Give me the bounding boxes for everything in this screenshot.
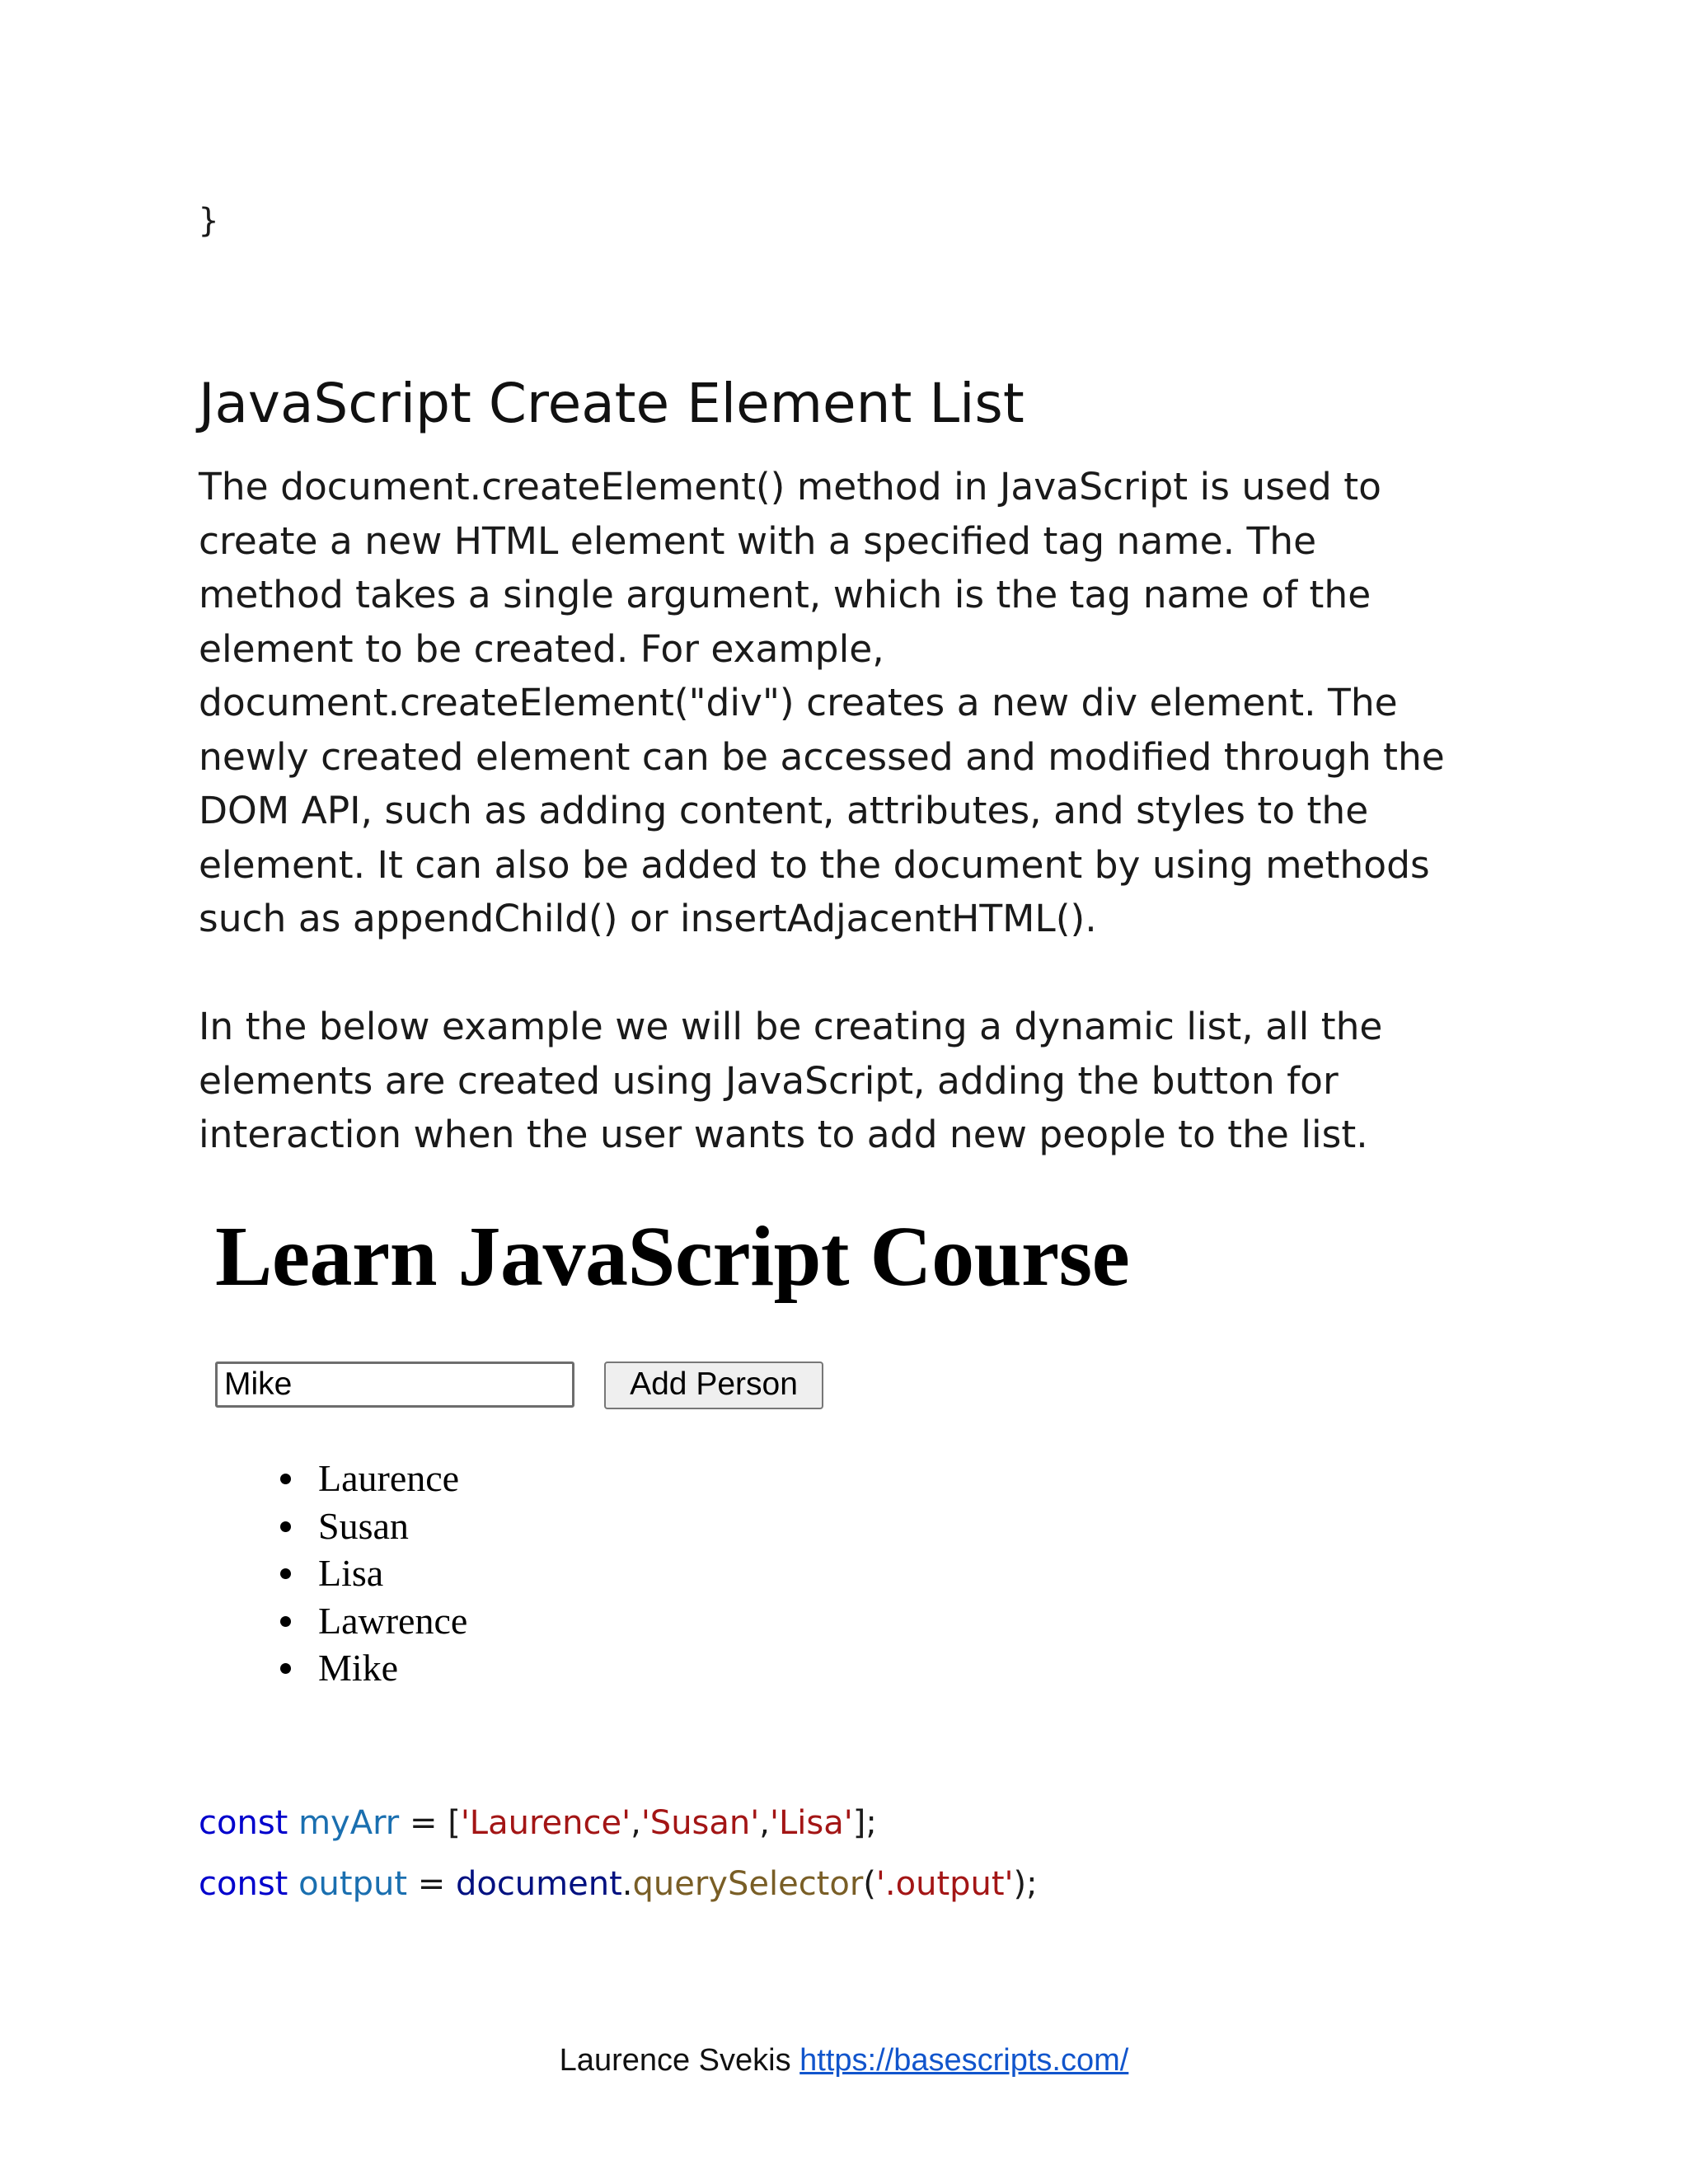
code-variable: myArr (298, 1804, 400, 1842)
list-item-label: Susan (318, 1504, 409, 1547)
paragraph-line: The document.createElement() method in JavaScript is used to (199, 465, 1381, 509)
footer-link[interactable]: https://basescripts.com/ (799, 2043, 1129, 2078)
bullet-icon (280, 1568, 291, 1579)
section-heading: JavaScript Create Element List (199, 372, 1025, 435)
code-punctuation: ]; (852, 1804, 877, 1842)
list-item (277, 1597, 467, 1645)
bullet-icon (280, 1521, 291, 1532)
example-paragraph (199, 1000, 1534, 1162)
code-string: 'Susan' (640, 1804, 760, 1842)
list-item-label: Lisa (318, 1552, 384, 1594)
paragraph-line: In the below example we will be creating a dynamic list, all the (199, 1005, 1383, 1048)
page-footer (0, 2039, 1688, 2082)
code-punctuation: = [ (399, 1804, 461, 1842)
code-string: '.output' (875, 1865, 1014, 1903)
list-item-label: Lawrence (318, 1599, 468, 1642)
paragraph-line: elements are created using JavaScript, adding the button for (199, 1058, 1339, 1103)
code-line-output (199, 1862, 1038, 1907)
paragraph-line: DOM API, such as adding content, attributes, and styles to the (199, 789, 1369, 832)
bullet-icon (280, 1663, 291, 1674)
demo-screenshot (199, 1191, 1204, 1718)
code-object: document (455, 1865, 622, 1903)
code-punctuation: ( (863, 1865, 876, 1903)
paragraph-line: element. It can also be added to the document by using methods (199, 842, 1430, 887)
code-punctuation: ); (1013, 1865, 1038, 1903)
list-item-label: Laurence (318, 1457, 460, 1499)
code-fragment-brace: } (199, 202, 219, 240)
code-punctuation: = (407, 1865, 456, 1903)
paragraph-line: method takes a single argument, which is the tag name of the (199, 573, 1372, 616)
list-item (277, 1549, 467, 1597)
code-variable: output (298, 1865, 407, 1903)
code-punctuation: . (621, 1865, 633, 1903)
code-line-myarr (199, 1801, 877, 1846)
paragraph-line: create a new HTML element with a specified tag name. The (199, 518, 1317, 563)
people-list (277, 1455, 467, 1692)
code-punctuation: , (759, 1804, 770, 1842)
code-function: querySelector (632, 1865, 864, 1903)
intro-paragraph (199, 460, 1534, 946)
bullet-icon (280, 1474, 291, 1484)
code-keyword: const (199, 1804, 288, 1842)
code-string: 'Laurence' (460, 1804, 631, 1842)
list-item-label: Mike (318, 1647, 399, 1689)
code-keyword: const (199, 1865, 288, 1903)
person-name-input[interactable]: Mike (215, 1361, 574, 1408)
footer-author: Laurence Svekis (559, 2043, 791, 2078)
paragraph-line: newly created element can be accessed and modified through the (199, 734, 1445, 779)
code-string: 'Lisa' (769, 1804, 853, 1842)
bullet-icon (280, 1616, 291, 1627)
paragraph-line: element to be created. For example, (199, 626, 884, 671)
paragraph-line: such as appendChild() or insertAdjacentHTML(). (199, 897, 1097, 940)
demo-page-title: Learn JavaScript Course (215, 1209, 1130, 1304)
code-punctuation: , (631, 1804, 641, 1842)
list-item (277, 1644, 467, 1692)
list-item (277, 1455, 467, 1502)
paragraph-line: interaction when the user wants to add new people to the list. (199, 1113, 1368, 1156)
paragraph-line: document.createElement("div") creates a new div element. The (199, 681, 1398, 724)
add-person-button[interactable]: Add Person (604, 1361, 823, 1409)
list-item (277, 1502, 467, 1550)
